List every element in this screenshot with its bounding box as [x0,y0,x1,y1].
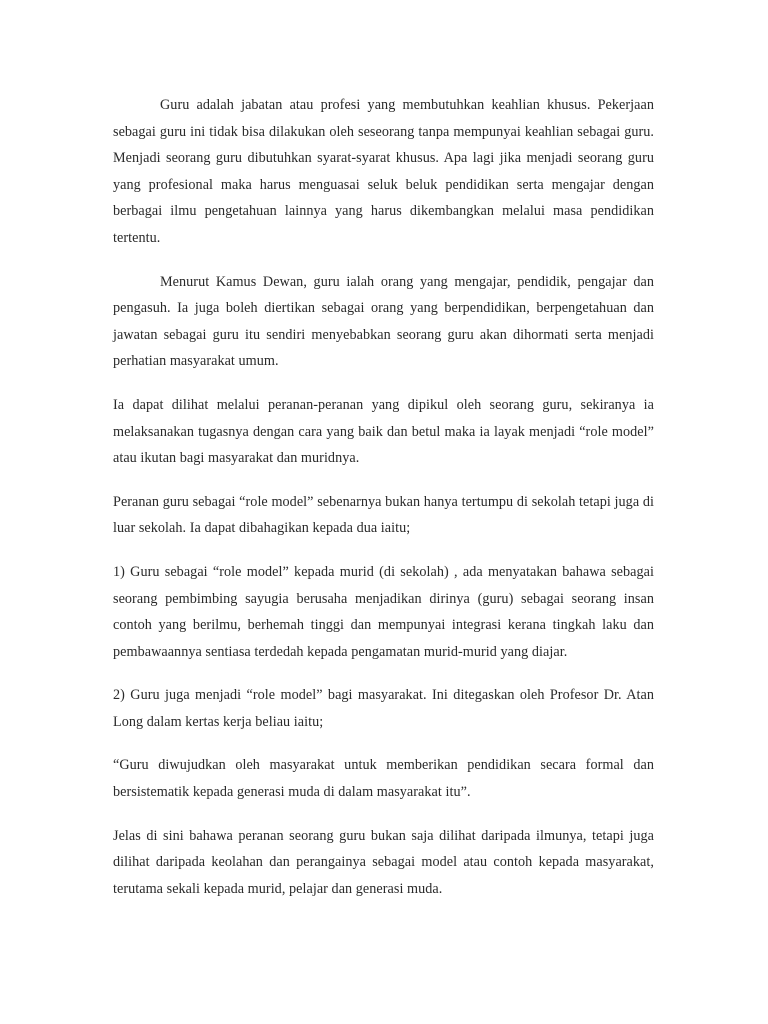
paragraph-peranan: Peranan guru sebagai “role model” sebenarnya bukan hanya tertumpu di sekolah tetapi juga di luar sekolah. Ia dapat dibahagikan kepada dua iaitu; [113,493,654,537]
paragraph-point-2: 2) Guru juga menjadi “role model” bagi masyarakat. Ini ditegaskan oleh Profesor Dr. Atan Long dalam kertas kerja beliau iaitu; [113,687,654,730]
document-page [113,92,654,902]
paragraph-role-model: Ia dapat dilihat melalui peranan-peranan yang dipikul oleh seorang guru, sekiranya ia melaksanakan tugasnya dengan cara yang baik dan betul maka ia layak menjadi “role model” atau ikutan bagi masyarakat dan muridnya. [113,396,654,467]
paragraph-quote: “Guru diwujudkan oleh masyarakat untuk memberikan pendidikan secara formal dan bersistematik kepada generasi muda di dalam masyarakat itu”. [113,757,654,801]
paragraph-conclusion: Jelas di sini bahawa peranan seorang guru bukan saja dilihat daripada ilmunya, tetapi juga dilihat daripada keolahan dan perangainya sebagai model atau contoh kepada masyarakat, terutama sekali kepada murid, pelajar dan generasi muda. [113,827,654,897]
paragraph-kamus-dewan: Menurut Kamus Dewan, guru ialah orang yang mengajar, pendidik, pengajar dan pengasuh. Ia juga boleh diertikan sebagai orang yang berpendidikan, berpengetahuan dan jawatan sebagai guru itu sendiri menyebabkan seorang guru akan dihormati serta menjadi perhatian masyarakat umum. [113,273,654,370]
paragraph-point-1: 1) Guru sebagai “role model” kepada murid (di sekolah) , ada menyatakan bahawa sebagai seorang pembimbing sayugia berusaha menjadikan dirinya (guru) sebagai seorang insan contoh yang berilmu, berhemah tinggi dan mempunyai integrasi kerana tingkah laku dan pembawaannya sentiasa terdedah kepada pengamatan murid-murid yang diajar. [113,563,654,660]
paragraph-intro: Guru adalah jabatan atau profesi yang membutuhkan keahlian khusus. Pekerjaan sebagai guru ini tidak bisa dilakukan oleh seseorang tanpa mempunyai keahlian sebagai guru. Menjadi seorang guru dibutuhkan syarat-syarat khusus. Apa lagi jika menjadi seorang guru yang profesional maka harus menguasai seluk beluk pendidikan serta mengajar dengan berbagai ilmu pengetahuan lainnya yang harus dikembangkan melalui masa pendidikan tertentu. [113,97,654,246]
